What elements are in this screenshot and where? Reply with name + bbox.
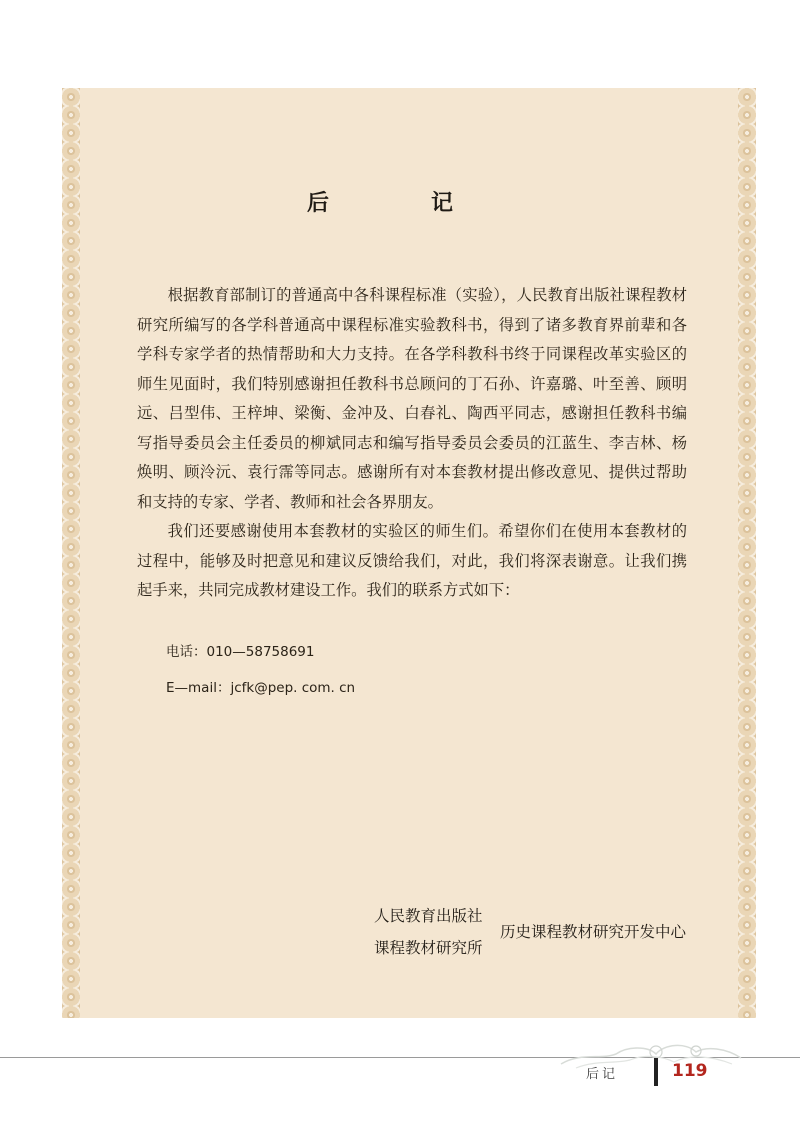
contact-email[interactable]: E—mail：jcfk@pep. com. cn — [166, 680, 356, 696]
ornamental-border-left — [62, 88, 80, 1018]
ornamental-border-right — [738, 88, 756, 1018]
paragraph-contact-intro: 我们还要感谢使用本套教材的实验区的师生们。希望你们在使用本套教材的过程中，能够及时把意见和建议反馈给我们，对此，我们将深表谢意。让我们携起手来，共同完成教材建设工作。我们的联系方式如下： — [137, 522, 687, 599]
body-text — [137, 281, 687, 606]
org-institute: 课程教材研究所 — [374, 939, 483, 957]
page-number: 119 — [672, 1061, 708, 1081]
page-title: 后 记 — [306, 191, 493, 216]
org-publisher: 人民教育出版社 — [374, 907, 483, 925]
footer-section-label: 后记 — [586, 1067, 619, 1082]
footer-divider — [654, 1058, 658, 1086]
contact-phone: 电话：010—58758691 — [166, 644, 315, 660]
org-research-center: 历史课程教材研究开发中心 — [500, 923, 687, 941]
cloud-ornament-icon — [556, 1034, 746, 1074]
paragraph-acknowledgement: 根据教育部制订的普通高中各科课程标准（实验），人民教育出版社课程教材研究所编写的各学科普通高中课程标准实验教科书，得到了诸多教育界前辈和各学科专家学者的热情帮助和大力支持。在各学科教科书终于同课程改革实验区的师生见面时，我们特别感谢担任教科书总顾问的丁石孙、许嘉璐、叶至善、顾明远、吕型伟、王梓坤、梁衡、金冲及、白春礼、陶西平同志，感谢担任教科书编写指导委员会主任委员的柳斌同志和编写指导委员会委员的江蓝生、李吉林、杨焕明、顾泠沅、袁行霈等同志。感谢所有对本套教材提出修改意见、提供过帮助和支持的专家、学者、教师和社会各界朋友。 — [137, 286, 687, 511]
